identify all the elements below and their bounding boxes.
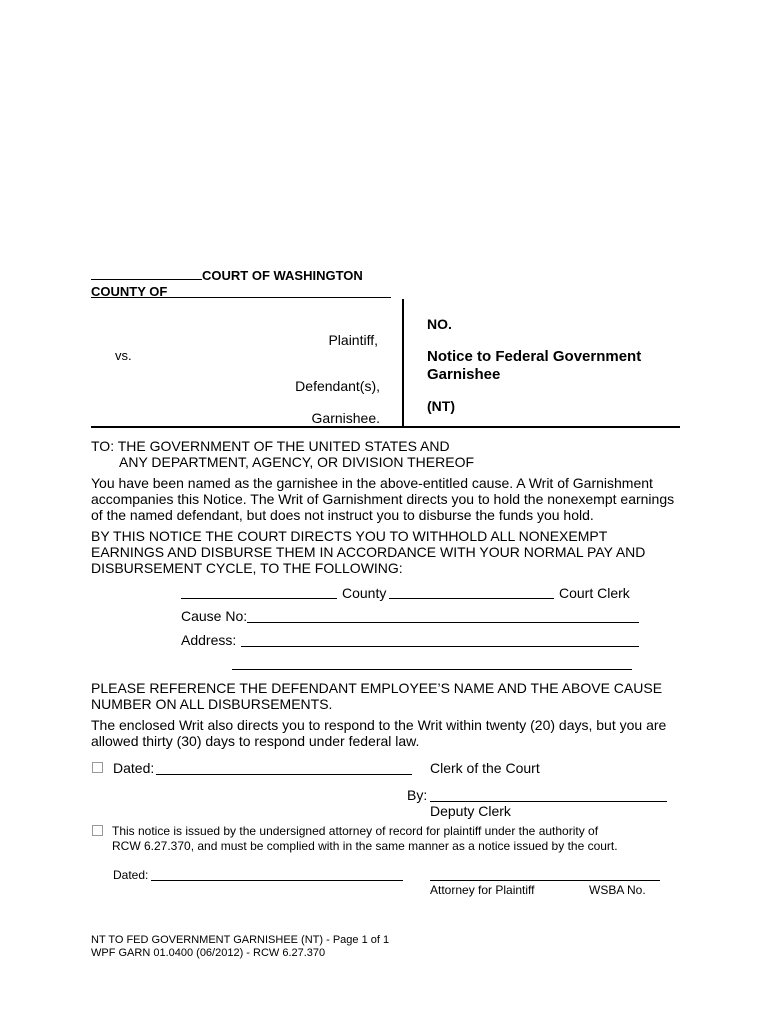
- attorney-issued-checkbox[interactable]: [92, 825, 103, 836]
- garnishee-label: Garnishee.: [311, 410, 380, 426]
- footer-line2: WPF GARN 01.0400 (06/2012) - RCW 6.27.370: [91, 947, 326, 959]
- wsba-no-label: WSBA No.: [589, 883, 646, 897]
- attorney-dated-label: Dated:: [113, 868, 149, 882]
- document-title-line1: Notice to Federal Government: [427, 348, 642, 365]
- response-paragraph-line2: allowed thirty (30) days to respond under federal law.: [91, 733, 420, 749]
- county-name-field[interactable]: [181, 598, 337, 599]
- reference-paragraph-line2: NUMBER ON ALL DISBURSEMENTS.: [91, 696, 333, 712]
- deputy-clerk-signature-field[interactable]: [430, 801, 667, 802]
- defendant-label: Defendant(s),: [295, 378, 380, 394]
- attorney-notice-line1: This notice is issued by the undersigned attorney of record for plaintiff under the authority of: [112, 824, 599, 838]
- attorney-for-plaintiff-label: Attorney for Plaintiff: [430, 883, 535, 897]
- county-heading-underline: [91, 297, 391, 298]
- caption-divider: [402, 299, 404, 426]
- cause-no-field[interactable]: [247, 622, 639, 623]
- attorney-notice-line2: RCW 6.27.370, and must be complied with in the same manner as a notice issued by the court.: [112, 839, 618, 853]
- addressee-line1: TO: THE GOVERNMENT OF THE UNITED STATES AND: [91, 438, 450, 454]
- court-clerk-name-field[interactable]: [389, 598, 554, 599]
- dated-label: Dated:: [113, 760, 155, 776]
- caption-bottom-rule: [91, 426, 680, 428]
- address-label: Address:: [181, 632, 237, 648]
- county-heading-label: COUNTY OF: [91, 284, 168, 299]
- court-clerk-label: Court Clerk: [559, 585, 630, 601]
- by-label: By:: [407, 787, 428, 803]
- intro-paragraph-line3: of the named defendant, but does not instruct you to disburse the funds you hold.: [91, 507, 594, 523]
- clerk-of-court-label: Clerk of the Court: [430, 760, 540, 776]
- document-title-line2: Garnishee: [427, 366, 501, 383]
- court-heading-text: COURT OF WASHINGTON: [202, 268, 363, 283]
- plaintiff-label: Plaintiff,: [328, 332, 378, 348]
- footer-line1: NT TO FED GOVERNMENT GARNISHEE (NT) - Page 1 of 1: [91, 934, 390, 946]
- attorney-signature-field[interactable]: [430, 880, 660, 881]
- directive-paragraph-line1: BY THIS NOTICE THE COURT DIRECTS YOU TO WITHHOLD ALL NONEXEMPT: [91, 528, 608, 544]
- cause-no-label: Cause No:: [181, 608, 248, 624]
- document-code: (NT): [427, 398, 455, 414]
- county-label: County: [342, 585, 387, 601]
- reference-paragraph-line1: PLEASE REFERENCE THE DEFENDANT EMPLOYEE’S NAME AND THE ABOVE CAUSE: [91, 680, 663, 696]
- dated-field[interactable]: [156, 774, 412, 775]
- attorney-dated-field[interactable]: [151, 880, 403, 881]
- court-heading: [91, 268, 363, 283]
- case-no-label: NO.: [427, 316, 452, 332]
- address-field-line1[interactable]: [241, 646, 639, 647]
- addressee-line2: ANY DEPARTMENT, AGENCY, OR DIVISION THEREOF: [119, 454, 475, 470]
- directive-paragraph-line2: EARNINGS AND DISBURSE THEM IN ACCORDANCE WITH YOUR NORMAL PAY AND: [91, 544, 646, 560]
- intro-paragraph-line2: accompanies this Notice. The Writ of Garnishment directs you to hold the nonexempt earnings: [91, 491, 675, 507]
- directive-paragraph-line3: DISBURSEMENT CYCLE, TO THE FOLLOWING:: [91, 560, 403, 576]
- deputy-clerk-label: Deputy Clerk: [430, 803, 511, 819]
- vs-label: vs.: [115, 348, 132, 363]
- court-name-blank[interactable]: [91, 268, 202, 280]
- clerk-issued-checkbox[interactable]: [92, 762, 103, 773]
- intro-paragraph-line1: You have been named as the garnishee in the above-entitled cause. A Writ of Garnishment: [91, 475, 653, 491]
- response-paragraph-line1: The enclosed Writ also directs you to respond to the Writ within twenty (20) days, but you are: [91, 717, 667, 733]
- address-field-line2[interactable]: [232, 669, 632, 670]
